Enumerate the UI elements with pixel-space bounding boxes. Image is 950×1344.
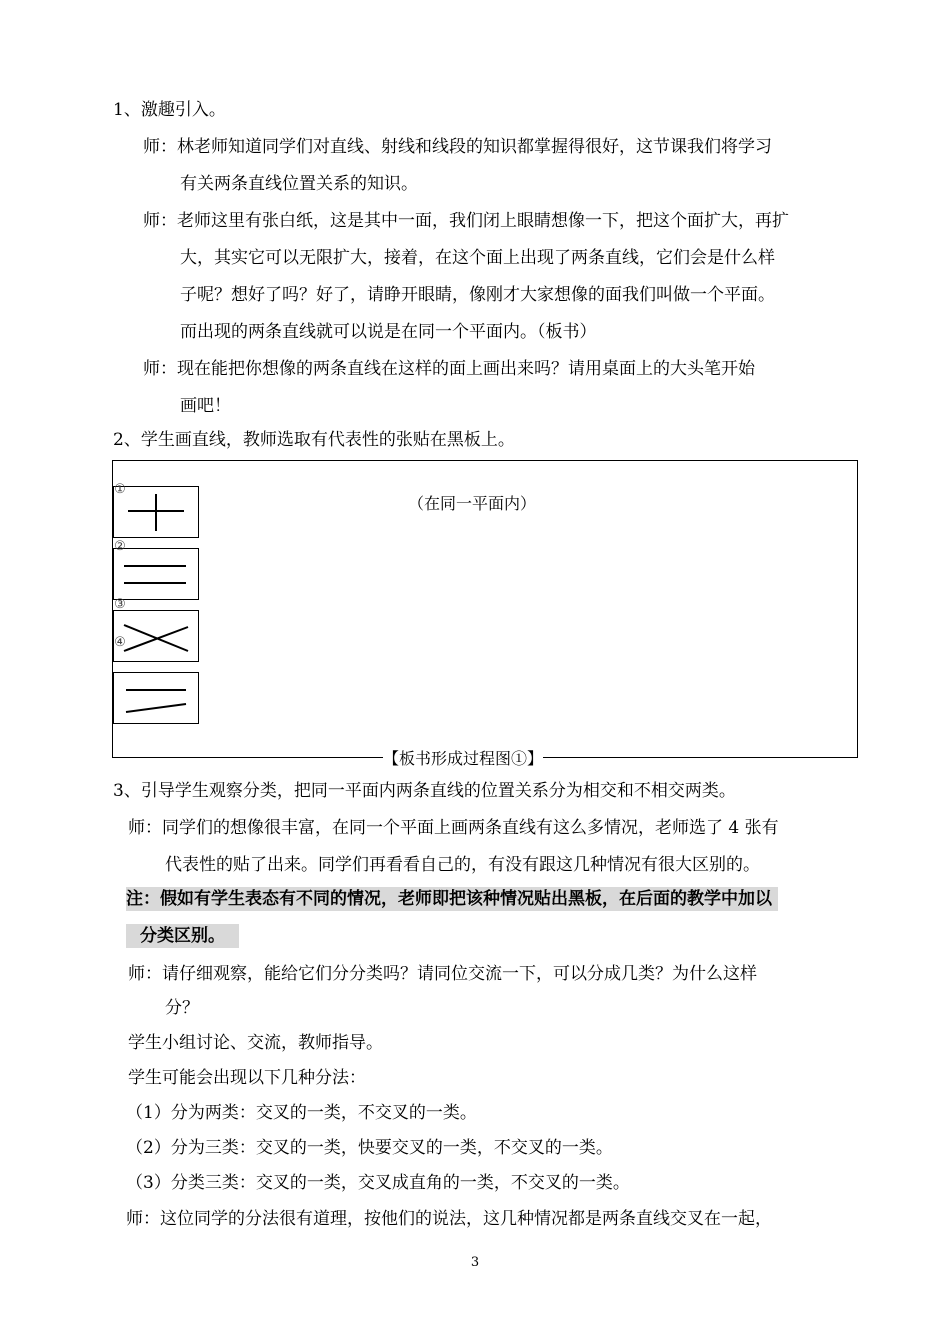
teacher-line: 师：同学们的想像很丰富，在同一个平面上画两条直线有这么多情况，老师选了 4 张有 <box>128 818 779 838</box>
plane-label: （在同一平面内） <box>408 494 537 513</box>
teacher-line-cont: 而出现的两条直线就可以说是在同一个平面内。（板书） <box>180 322 597 342</box>
blackboard-figure <box>112 460 858 768</box>
option-1: （1）分为两类：交叉的一类，不交叉的一类。 <box>126 1103 477 1123</box>
option-3: （3）分类三类：交叉的一类，交叉成直角的一类，不交叉的一类。 <box>126 1173 630 1193</box>
teacher-line: 师：这位同学的分法很有道理，按他们的说法，这几种情况都是两条直线交叉在一起， <box>126 1209 772 1229</box>
card-nearly-intersect <box>113 672 199 724</box>
parallel-lines-drawing <box>114 549 200 601</box>
option-2: （2）分为三类：交叉的一类，快要交叉的一类，不交叉的一类。 <box>126 1138 613 1158</box>
figure-caption: 【板书形成过程图①】 <box>383 749 544 768</box>
label-3: ③ <box>114 597 126 612</box>
teacher-line-cont: 分？ <box>165 998 199 1018</box>
teacher-line: 师：林老师知道同学们对直线、射线和线段的知识都掌握得很好，这节课我们将学习 <box>143 137 772 157</box>
step-2-heading: 2、学生画直线，教师选取有代表性的张贴在黑板上。 <box>113 430 515 450</box>
teacher-line: 师：现在能把你想像的两条直线在这样的面上画出来吗？请用桌面上的大头笔开始 <box>143 359 755 379</box>
teacher-line-cont: 画吧！ <box>180 396 231 416</box>
label-1: ① <box>114 482 126 497</box>
note-highlight-cont: 分类区别。 <box>126 924 239 948</box>
teacher-line-cont: 有关两条直线位置关系的知识。 <box>180 174 418 194</box>
step-3-heading: 3、引导学生观察分类，把同一平面内两条直线的位置关系分为相交和不相交两类。 <box>113 781 736 801</box>
teacher-line: 师：请仔细观察，能给它们分分类吗？请同位交流一下，可以分成几类？为什么这样 <box>128 964 757 984</box>
student-possibilities: 学生可能会出现以下几种分法： <box>128 1068 366 1088</box>
student-activity: 学生小组讨论、交流，教师指导。 <box>128 1033 383 1053</box>
teacher-line: 师：老师这里有张白纸，这是其中一面，我们闭上眼睛想像一下，把这个面扩大，再扩 <box>143 211 789 231</box>
label-2: ② <box>114 539 126 554</box>
teacher-line-cont: 大，其实它可以无限扩大，接着，在这个面上出现了两条直线，它们会是什么样 <box>180 248 775 268</box>
converging-lines-drawing <box>114 673 200 725</box>
teacher-line-cont: 代表性的贴了出来。同学们再看看自己的，有没有跟这几种情况有很大区别的。 <box>165 855 760 875</box>
step-1-heading: 1、激趣引入。 <box>113 100 226 120</box>
label-4: ④ <box>114 635 126 650</box>
page-number: 3 <box>470 1255 480 1270</box>
card-parallel <box>113 548 199 600</box>
teacher-line-cont: 子呢？想好了吗？好了，请睁开眼睛，像刚才大家想像的面我们叫做一个平面。 <box>180 285 775 305</box>
note-highlight: 注：假如有学生表态有不同的情况，老师即把该种情况贴出黑板，在后面的教学中加以 <box>126 887 778 911</box>
